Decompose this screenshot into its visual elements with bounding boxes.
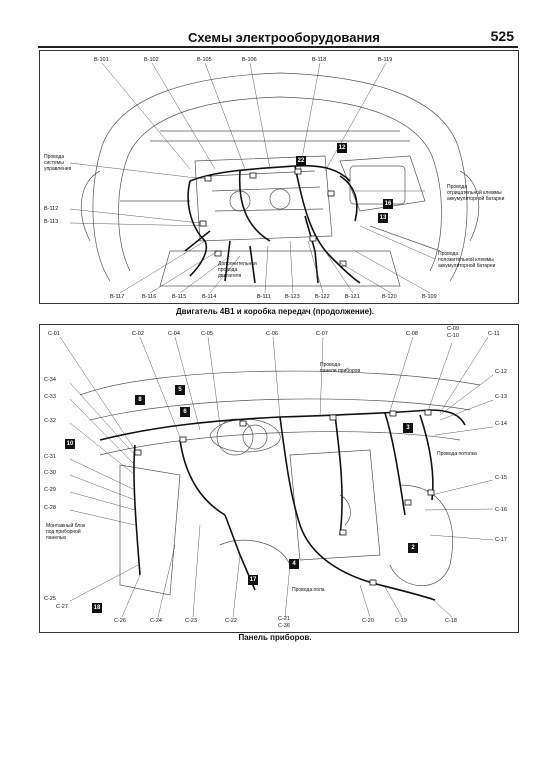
callout-badge: 8 (135, 395, 145, 405)
engine-bay-diagram (39, 50, 519, 304)
instrument-wires-note: Провода панели приборов (320, 362, 361, 374)
connector-label: C-36 (278, 623, 290, 629)
connector-label: B-109 (422, 294, 437, 300)
connector-label: C-27 (56, 604, 68, 610)
connector-label: C-34 (44, 377, 56, 383)
callout-badge: 4 (289, 559, 299, 569)
connector-label: C-18 (445, 618, 457, 624)
connector-label: C-19 (395, 618, 407, 624)
connector-label: B-102 (144, 57, 159, 63)
callout-badge: 3 (403, 423, 413, 433)
connector-label: C-24 (150, 618, 162, 624)
connector-label: B-120 (382, 294, 397, 300)
connector-label: C-11 (488, 331, 500, 337)
positive-battery-note: Провода положительной клеммы аккумуляторной батареи (438, 251, 496, 269)
connector-label: B-119 (378, 57, 393, 63)
instrument-panel-diagram (39, 324, 519, 633)
control-wires-note: Провода системы управления (44, 154, 72, 172)
connector-label: C-32 (44, 418, 56, 424)
roof-wires-note: Провода потолка (437, 451, 477, 457)
connector-label: C-20 (362, 618, 374, 624)
connector-label: C-29 (44, 487, 56, 493)
connector-label: B-117 (110, 294, 125, 300)
callout-badge: 17 (249, 577, 257, 583)
callout-badge: 12 (338, 145, 346, 151)
connector-label: B-122 (315, 294, 330, 300)
connector-label: C-05 (201, 331, 213, 337)
connector-label: C-14 (495, 421, 507, 427)
connector-label: B-123 (285, 294, 300, 300)
connector-label: C-22 (225, 618, 237, 624)
connector-label: C-13 (495, 394, 507, 400)
connector-label: C-09 (447, 326, 459, 332)
page-number: 525 (490, 28, 514, 44)
callout-badge: 2 (408, 543, 418, 553)
connector-label: C-12 (495, 369, 507, 375)
extra-engine-wires-note: Дополнительная провода двигателя (218, 261, 257, 279)
connector-label: C-07 (316, 331, 328, 337)
connector-label: C-31 (44, 454, 56, 460)
connector-label: B-116 (142, 294, 157, 300)
page-title: Схемы электрооборудования (188, 30, 380, 45)
connector-label: B-114 (202, 294, 217, 300)
engine-bay-caption: Двигатель 4B1 и коробка передач (продолжение). (175, 307, 375, 316)
connector-label: B-101 (94, 57, 109, 63)
callout-badge: 13 (379, 215, 387, 221)
callout-badge: 6 (180, 407, 190, 417)
connector-label: B-113 (44, 219, 59, 225)
connector-label: C-26 (114, 618, 126, 624)
connector-label: C-10 (447, 333, 459, 339)
connector-label: B-112 (44, 206, 59, 212)
callout-badge: 16 (384, 201, 392, 207)
negative-battery-note: Провода отрицательной клеммы аккумуляторной батареи (447, 184, 505, 202)
connector-label: C-21 (278, 616, 290, 622)
connector-label: C-02 (132, 331, 144, 337)
callout-badge: 18 (93, 605, 101, 611)
connector-label: C-30 (44, 470, 56, 476)
connector-label: C-28 (44, 505, 56, 511)
connector-label: C-08 (406, 331, 418, 337)
connector-label: B-118 (312, 57, 327, 63)
connector-label: B-111 (257, 294, 271, 300)
connector-label: B-121 (345, 294, 360, 300)
instrument-panel-drawing (40, 325, 518, 632)
instrument-panel-caption: Панель приборов. (238, 633, 312, 642)
connector-label: B-105 (197, 57, 212, 63)
connector-label: C-15 (495, 475, 507, 481)
connector-label: C-01 (48, 331, 60, 337)
connector-label: C-25 (44, 596, 56, 602)
callout-badge: 10 (66, 441, 74, 447)
connector-label: B-106 (242, 57, 257, 63)
floor-wires-note: Провода пола (292, 587, 325, 593)
connector-label: C-04 (168, 331, 180, 337)
connector-label: C-23 (185, 618, 197, 624)
callout-badge: 5 (175, 385, 185, 395)
callout-badge: 22 (297, 158, 305, 164)
connector-label: B-115 (172, 294, 187, 300)
connector-label: C-33 (44, 394, 56, 400)
connector-label: C-17 (495, 537, 507, 543)
page-header (38, 28, 518, 48)
connector-label: C-06 (266, 331, 278, 337)
connector-label: C-16 (495, 507, 507, 513)
mount-block-note: Монтажный блок под приборной панелью (46, 523, 86, 541)
